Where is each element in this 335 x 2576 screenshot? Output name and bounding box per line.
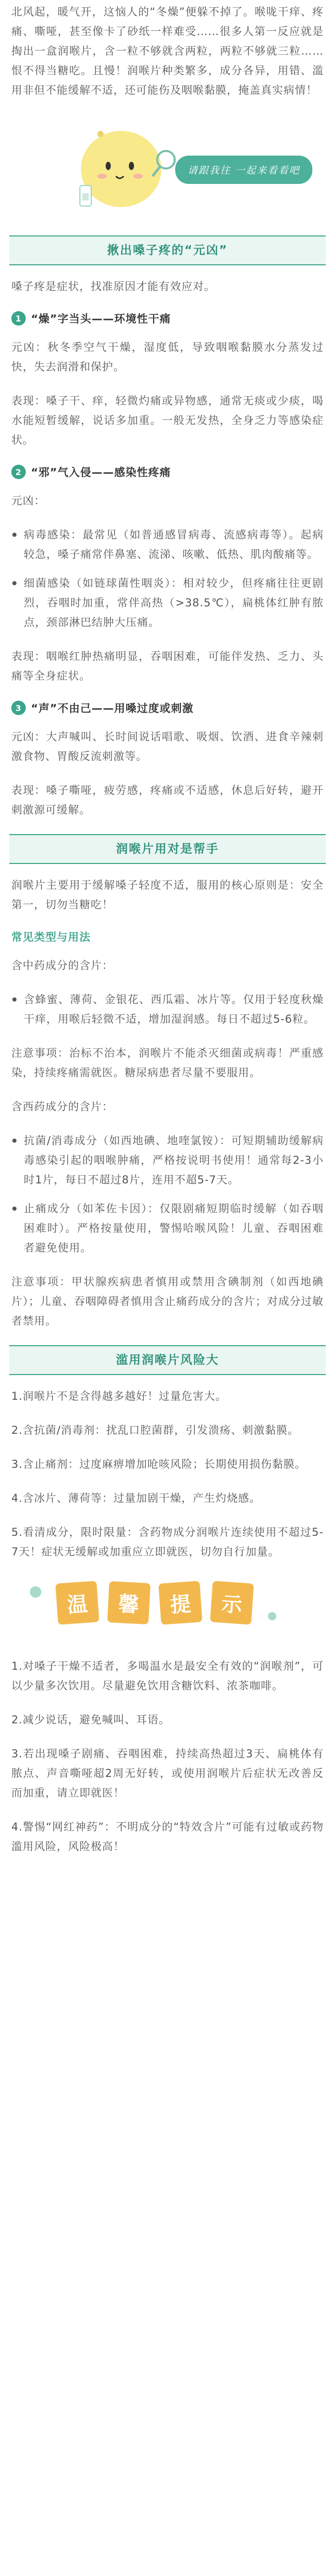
symptom-text: 表现：嗓子嘶哑，疲劳感，疼痛或不适感，休息后好转，避开刺激源可缓解。 [11,784,324,816]
section-lead: 嗓子疼是症状，找准原因才能有效应对。 [11,280,215,293]
list-item: 止痛成分（如苯佐卡因）：仅限剧痛短期临时缓解（如吞咽困难时）。严格按量使用，警惕哈喉风险！儿童、吞咽困难者避免使用。 [11,1199,324,1258]
tip-char: 温 [55,1581,99,1624]
tip-item: 4.警惕“网红神药”：不明成分的“特效含片”可能有过敏或药物滥用风险，风险极高！ [11,1821,324,1853]
section-lead: 润喉片主要用于缓解嗓子轻度不适，服用的核心原则是：安全第一，切勿当糖吃！ [11,879,324,911]
tip-char: 示 [210,1581,254,1624]
type-heading: 含中药成分的含片： [11,959,113,972]
number-badge: 2 [11,465,26,479]
section-banner-risks [9,1345,326,1375]
cause-heading-2 [11,464,324,480]
cause-heading-1 [11,311,324,326]
tip-item: 3.若出现嗓子剧痛、吞咽困难，持续高热超过3天、扁桃体有脓点、声音嘶哑超2周无好转，或使用润喉片后症状无改善反而加重，请立即就医！ [11,1748,324,1799]
risk-item: 5.看清成分，限时限量：含药物成分润喉片连续使用不超过5-7天！症状无缓解或加重应立即就医，切勿自行加量。 [11,1526,324,1558]
section-title: 滥用润喉片风险大 [116,1353,219,1367]
section-banner-usage [9,834,326,864]
number-badge: 1 [11,311,26,326]
subsection-heading: 常见类型与用法 [11,931,91,943]
infection-list [11,525,324,632]
risk-item: 2.含抗菌/消毒剂：扰乱口腔菌群，引发溃疡、刺激黏膜。 [11,1424,299,1436]
list-item: 抗菌/消毒成分（如西地碘、地喹氯铵）：可短期辅助缓解病毒感染引起的咽喉肿痛，严格按说明书使用！通常每2-3小时1片，每日不超过8片，连用不超5-7天。 [11,1131,324,1190]
tip-char: 馨 [107,1581,150,1624]
section-title: 润喉片用对是帮手 [116,842,219,856]
tips-banner [0,1576,335,1638]
note-text: 注意事项：治标不治本，润喉片不能杀灭细菌或病毒！严重感染，持续疼痛需就医。糖尿病患者尽量不要服用。 [11,1047,324,1079]
cause-text: 元凶：大声喊叫、长时间说话唱歌、吸烟、饮酒、进食辛辣刺激食物、胃酸反流刺激等。 [11,731,324,762]
risk-item: 1.润喉片不是含得越多越好！过量危害大。 [11,1390,227,1402]
list-item: 细菌感染（如链球菌性咽炎）：相对较少，但疼痛往往更剧烈，吞咽时加重，常伴高热（>38.5℃），扁桃体红肿有脓点，颈部淋巴结肿大压痛。 [11,573,324,632]
symptom-text: 表现：咽喉红肿热痛明显，吞咽困难，可能伴发热、乏力、头痛等全身症状。 [11,650,324,682]
risk-item: 4.含冰片、薄荷等：过量加剧干燥，产生灼烧感。 [11,1492,261,1504]
symptom-text: 表现：嗓子干、痒，轻微灼痛或异物感，通常无痰或少痰，喝水能短暂缓解，说话多加重。一般无发热，全身乏力等感染症状。 [11,395,324,446]
cause-title: “声”不由己——用嗓过度或刺激 [31,702,194,715]
tip-char: 提 [158,1581,202,1624]
cause-title: “燥”字当头——环境性干痛 [31,313,171,325]
mascot-illustration [0,114,335,220]
tip-item: 2.减少说话，避免喊叫、耳语。 [11,1714,171,1726]
section-banner-causes [9,235,326,265]
section-title: 揪出嗓子疼的“元凶” [107,244,228,257]
cause-heading-3 [11,700,324,716]
illustration-tag: 请跟我往 一起来看看吧 [175,156,312,184]
article [0,2,335,1856]
cause-text: 元凶： [11,495,45,507]
list-item: 含蜂蜜、薄荷、金银花、西瓜霜、冰片等。仅用于轻度秋燥干痒，用喉后轻微不适，增加湿润感。每日不超过5-6粒。 [11,990,324,1029]
cause-title: “邪”气入侵——感染性疼痛 [31,466,171,479]
type2-list [11,1131,324,1258]
tip-item: 1.对嗓子干燥不适者，多喝温水是最安全有效的“润喉剂”，可以少量多次饮用。尽量避免饮用含糖饮料、浓茶咖啡。 [11,1660,324,1692]
number-badge: 3 [11,701,26,715]
note-text: 注意事项：甲状腺疾病患者慎用或禁用含碘制剂（如西地碘片）；儿童、吞咽障碍者慎用含止痛药成分的含片；对成分过敏者禁用。 [11,1276,324,1327]
cause-text: 元凶：秋冬季空气干燥，湿度低，导致咽喉黏膜水分蒸发过快，失去润滑和保护。 [11,341,324,373]
intro-paragraph: 北风起，暖气开，这恼人的“冬燥”便躲不掉了。喉咙干痒、疼痛、嘶哑，甚至像卡了砂纸一样难受……很多人第一反应就是掏出一盒润喉片，含一粒不够就含两粒，两粒不够就三粒……恨不得当糖吃。且慢！润喉片种类繁多，成分各异，用错、滥用非但不能缓解不适，还可能伤及咽喉黏膜，掩盖真实病情！ [11,6,324,96]
risk-item: 3.含止痛剂：过度麻痹增加呛咳风险；长期使用损伤黏膜。 [11,1458,307,1470]
list-item: 病毒感染：最常见（如普通感冒病毒、流感病毒等）。起病较急，嗓子痛常伴鼻塞、流涕、咳嗽、低热、肌肉酸痛等。 [11,525,324,564]
mascot-lemon-icon [72,118,180,219]
type-heading: 含西药成分的含片： [11,1100,113,1113]
type1-list [11,990,324,1029]
